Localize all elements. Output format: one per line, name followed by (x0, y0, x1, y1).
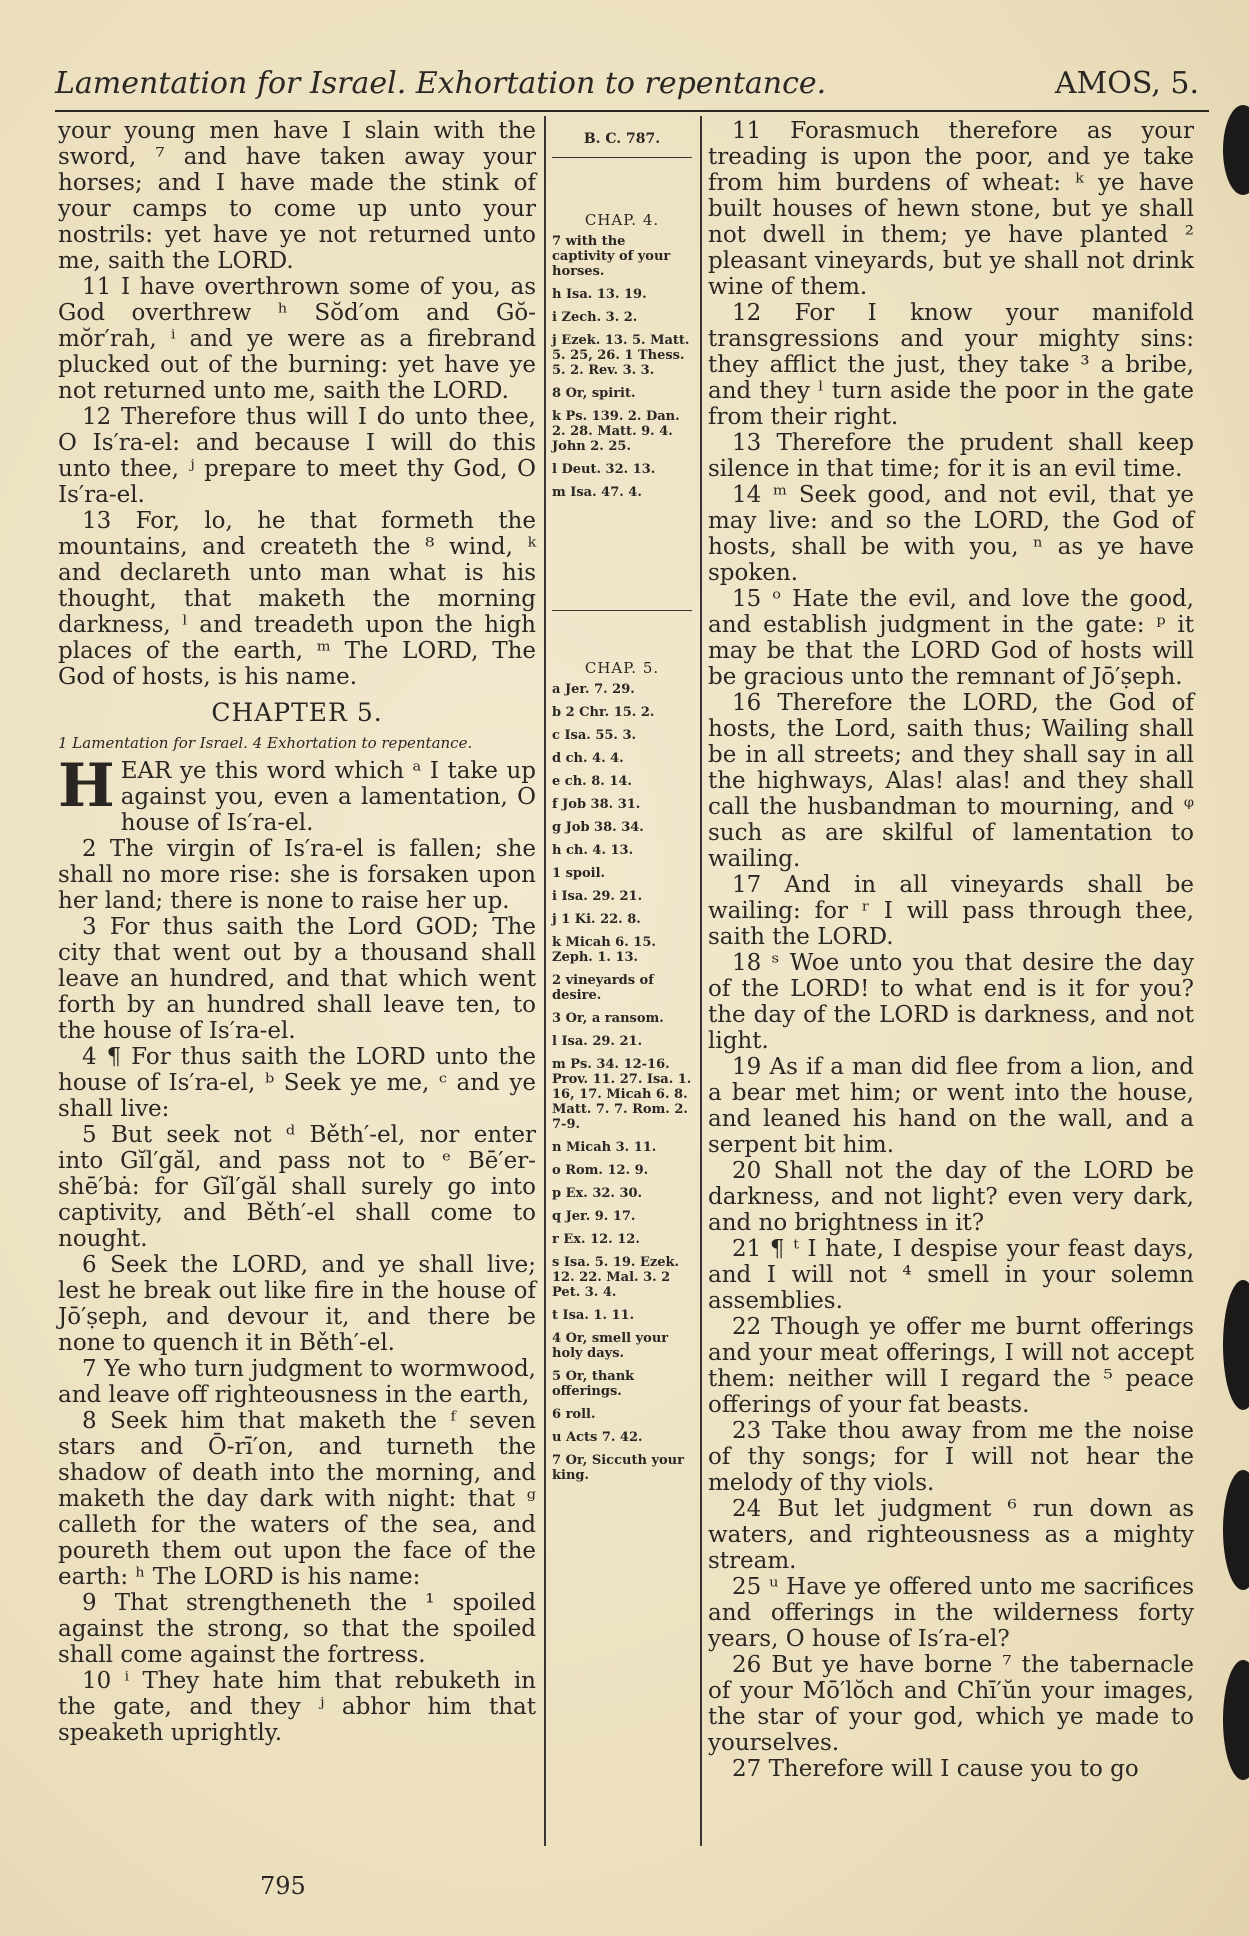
verse: 20 Shall not the day of the LORD be darkness, and not light? even very dark, and no brightness in it? (708, 1158, 1194, 1236)
ref-note: s Isa. 5. 19. Ezek. 12. 22. Mal. 3. 2 Pet. 3. 4. (552, 1255, 680, 1300)
verse: 11 I have overthrown some of you, as God overthrew ʰ Sŏd′om and Gŏ-mŏr′rah, ⁱ and ye were as a firebrand plucked out of the burning: yet have ye not returned unto me, saith the LORD. (58, 274, 536, 404)
ref-note: k Ps. 139. 2. Dan. 2. 28. Matt. 9. 4. John 2. 25. (552, 409, 680, 454)
verse: 19 As if a man did flee from a lion, and a bear met him; or went into the house, and leaned his hand on the wall, and a serpent bit him. (708, 1054, 1194, 1158)
verse: 13 For, lo, he that formeth the mountains, and createth the ⁸ wind, ᵏ and declareth unto man what is his thought, that maketh the morning darkness, ˡ and treadeth upon the high places of the earth, ᵐ The LORD, The God of hosts, is his name. (58, 508, 536, 690)
ref-note: m Ps. 34. 12-16. Prov. 11. 27. Isa. 1. 16, 17. Micah 6. 8. Matt. 7. 7. Rom. 2. 7-9. (552, 1057, 692, 1132)
ref-note: 7 Or, Siccuth your king. (552, 1453, 684, 1483)
page-number: 795 (260, 1872, 306, 1900)
verse: 12 Therefore thus will I do unto thee, O Is′ra-el: and because I will do this unto thee, ʲ prepare to meet thy God, O Is′ra-el. (58, 404, 536, 508)
right-column (708, 118, 1194, 1782)
ref-note: h ch. 4. 13. (552, 843, 634, 858)
ref-note: a Jer. 7. 29. (552, 682, 635, 697)
date-note: B. C. 787. (552, 132, 692, 158)
ref-note: j 1 Ki. 22. 8. (552, 912, 641, 927)
thumb-index-tab (1223, 1470, 1249, 1590)
verse: 27 Therefore will I cause you to go (732, 1756, 1139, 1782)
chapter-heading: CHAPTER 5. (211, 698, 383, 727)
ref-note: b 2 Chr. 15. 2. (552, 705, 655, 720)
verse: 23 Take thou away from me the noise of thy songs; for I will not hear the melody of thy viols. (708, 1418, 1194, 1496)
verse: 26 But ye have borne ⁷ the tabernacle of your Mō′lŏch and Chī′ŭn your images, the star of your god, which ye made to yourselves. (708, 1652, 1194, 1756)
chapter-first-verse (58, 751, 536, 836)
header-rule (55, 110, 1209, 112)
header-book-chapter: AMOS, 5. (1054, 66, 1199, 101)
verse: 8 Seek him that maketh the ᶠ seven stars and Ō-rī′on, and turneth the shadow of death into the morning, and maketh the day dark with night: that ᵍ calleth for the waters of the sea, and poureth them out upon the face of the earth: ʰ The LORD is his name: (58, 1408, 536, 1590)
verse: 12 For I know your manifold transgressions and your mighty sins: they afflict the just, they take ³ a bribe, and they ˡ turn aside the poor in the gate from their right. (708, 300, 1194, 430)
first-verse-text: EAR ye this word which ᵃ I take up against you, even a lamentation, O house of Is′ra-el. (120, 758, 536, 836)
verse: 10 ⁱ They hate him that rebuketh in the gate, and they ʲ abhor him that speaketh uprightly. (58, 1668, 536, 1746)
ref-note: e ch. 8. 14. (552, 774, 632, 789)
running-header (55, 66, 1209, 112)
ref-note: h Isa. 13. 19. (552, 287, 647, 302)
ref-note: i Zech. 3. 2. (552, 310, 638, 325)
verse: 7 Ye who turn judgment to wormwood, and leave off righteousness in the earth, (58, 1356, 536, 1408)
verse: 13 Therefore the prudent shall keep silence in that time; for it is an evil time. (708, 430, 1194, 482)
verse: 22 Though ye offer me burnt offerings and your meat offerings, I will not accept them: neither will I regard the ⁵ peace offerings of your fat beasts. (708, 1314, 1194, 1418)
column-divider-left (544, 116, 546, 1846)
ref-note: 1 spoil. (552, 866, 606, 881)
ref-note: m Isa. 47. 4. (552, 485, 642, 500)
ref-note: t Isa. 1. 11. (552, 1308, 635, 1323)
chapter-summary: 1 Lamentation for Israel. 4 Exhortation to repentance. (58, 734, 473, 752)
ref-note: g Job 38. 34. (552, 820, 644, 835)
verse: your young men have I slain with the sword, ⁷ and have taken away your horses; and I have made the stink of your camps to come up unto your nostrils: yet have ye not returned unto me, saith the LORD. (58, 118, 536, 274)
ref-note: l Deut. 32. 13. (552, 462, 656, 477)
verse: 3 For thus saith the Lord GOD; The city that went out by a thousand shall leave an hundred, and that which went forth by an hundred shall leave ten, to the house of Is′ra-el. (58, 914, 536, 1044)
ref-note: c Isa. 55. 3. (552, 728, 637, 743)
ref-note: 4 Or, smell your holy days. (552, 1331, 669, 1361)
verse: 24 But let judgment ⁶ run down as waters, and righteousness as a mighty stream. (708, 1496, 1194, 1574)
drop-cap: H (58, 751, 115, 821)
verse: 2 The virgin of Is′ra-el is fallen; she shall no more rise: she is forsaken upon her land; there is none to raise her up. (58, 836, 536, 914)
header-title: Lamentation for Israel. Exhortation to repentance. (55, 66, 827, 101)
ref-note: i Isa. 29. 21. (552, 889, 643, 904)
chap5-label: CHAP. 5. (584, 659, 660, 677)
verse: 5 But seek not ᵈ Běth′-el, nor enter into Gĭl′găl, and pass not to ᵉ Bē′er-shē′bȧ: for Gĭl′găl shall surely go into captivity, and Běth′-el shall come to nought. (58, 1122, 536, 1252)
ref-note: 3 Or, a ransom. (552, 1011, 664, 1026)
ref-note: 8 Or, spirit. (552, 386, 636, 401)
verse: 15 ᵒ Hate the evil, and love the good, and establish judgment in the gate: ᵖ it may be that the LORD God of hosts will be gracious unto the remnant of Jō′ṣeph. (708, 586, 1194, 690)
ref-note: u Acts 7. 42. (552, 1430, 643, 1445)
verse: 4 ¶ For thus saith the LORD unto the house of Is′ra-el, ᵇ Seek ye me, ᶜ and ye shall live: (58, 1044, 536, 1122)
column-divider-right (700, 116, 702, 1846)
ref-note: n Micah 3. 11. (552, 1140, 657, 1155)
ref-note: 2 vineyards of desire. (552, 973, 654, 1003)
chap4-label: CHAP. 4. (584, 211, 660, 229)
ref-note: 7 with the captivity of your horses. (552, 234, 671, 279)
verse: 11 Forasmuch therefore as your treading is upon the poor, and ye take from him burdens of wheat: ᵏ ye have built houses of hewn stone, but ye shall not dwell in them; ye have planted ² pleasant vineyards, but ye shall not drink wine of them. (708, 118, 1194, 300)
left-column (58, 118, 536, 1746)
ref-note: l Isa. 29. 21. (552, 1034, 643, 1049)
ref-note: f Job 38. 31. (552, 797, 641, 812)
verse: 21 ¶ ᵗ I hate, I despise your feast days, and I will not ⁴ smell in your solemn assemblies. (708, 1236, 1194, 1314)
verse: 18 ˢ Woe unto you that desire the day of the LORD! to what end is it for you? the day of the LORD is darkness, and not light. (708, 950, 1194, 1054)
thumb-index-tab (1223, 1280, 1249, 1410)
thumb-index-tab (1223, 105, 1249, 195)
ref-note: j Ezek. 13. 5. Matt. 5. 25, 26. 1 Thess. 5. 2. Rev. 3. 3. (552, 333, 690, 378)
ref-note: q Jer. 9. 17. (552, 1209, 636, 1224)
verse: 9 That strengtheneth the ¹ spoiled against the strong, so that the spoiled shall come against the fortress. (58, 1590, 536, 1668)
verse: 25 ᵘ Have ye offered unto me sacrifices and offerings in the wilderness forty years, O house of Is′ra-el? (708, 1574, 1194, 1652)
ref-note: o Rom. 12. 9. (552, 1163, 649, 1178)
verse: 6 Seek the LORD, and ye shall live; lest he break out like fire in the house of Jō′ṣeph, and devour it, and there be none to quench it in Běth′-el. (58, 1252, 536, 1356)
verse: 14 ᵐ Seek good, and not evil, that ye may live: and so the LORD, the God of hosts, shall be with you, ⁿ as ye have spoken. (708, 482, 1194, 586)
ref-note: r Ex. 12. 12. (552, 1232, 640, 1247)
ref-note: 6 roll. (552, 1407, 596, 1422)
verse: 16 Therefore the LORD, the God of hosts, the Lord, saith thus; Wailing shall be in all streets; and they shall say in all the highways, Alas! alas! and they shall call the husbandman to mourning, and ᵠ such as are skilful of lamentation to wailing. (708, 690, 1194, 872)
thumb-index-tab (1223, 1660, 1249, 1780)
verse: 17 And in all vineyards shall be wailing: for ʳ I will pass through thee, saith the LORD. (708, 872, 1194, 950)
ref-note: k Micah 6. 15. Zeph. 1. 13. (552, 935, 656, 965)
margin-references (552, 122, 692, 1491)
ref-note: 5 Or, thank offerings. (552, 1369, 635, 1399)
margin-rule (552, 610, 692, 611)
ref-note: p Ex. 32. 30. (552, 1186, 643, 1201)
ref-note: d ch. 4. 4. (552, 751, 624, 766)
